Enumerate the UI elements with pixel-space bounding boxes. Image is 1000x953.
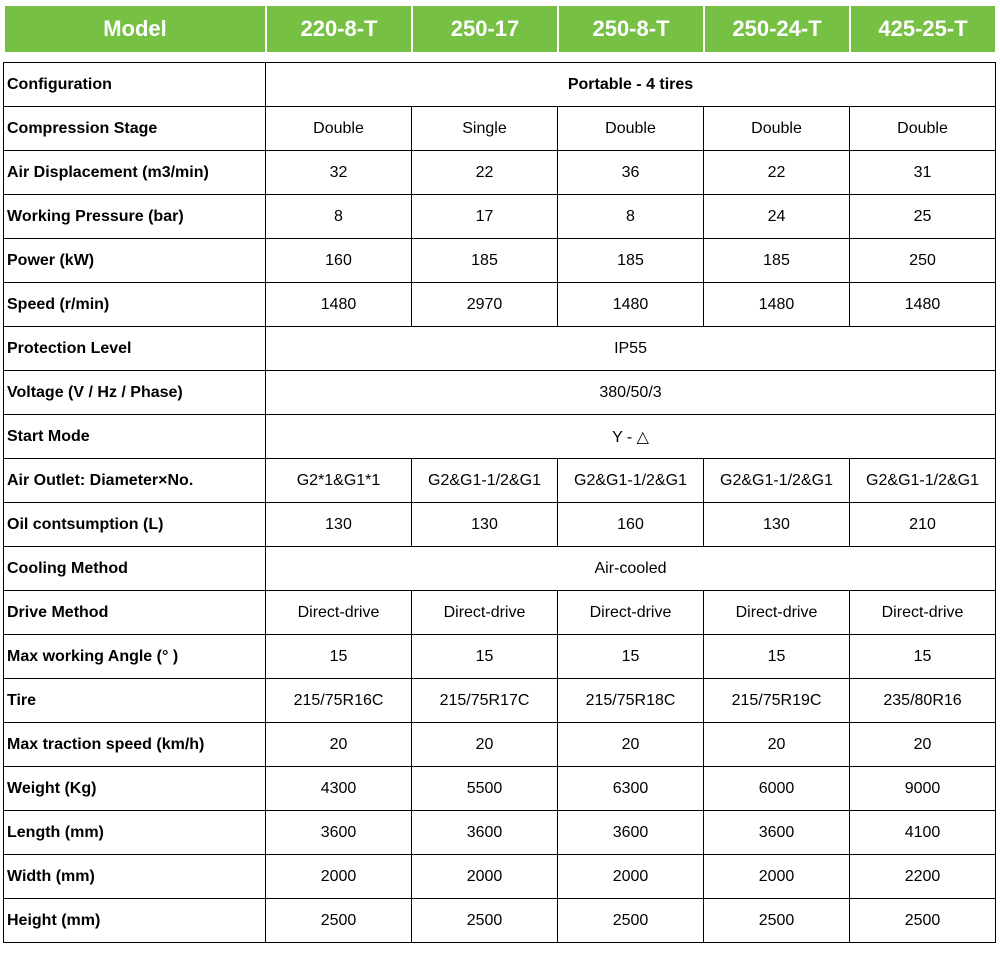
table-row bbox=[4, 679, 996, 723]
spec-value: 15 bbox=[412, 635, 558, 679]
spec-value: 15 bbox=[850, 635, 996, 679]
table-row bbox=[4, 371, 996, 415]
table-row bbox=[4, 151, 996, 195]
model-name: 250-8-T bbox=[558, 5, 704, 53]
spec-value: 130 bbox=[412, 503, 558, 547]
spec-value: G2&G1-1/2&G1 bbox=[704, 459, 850, 503]
spec-value: 1480 bbox=[266, 283, 412, 327]
spec-value: 6000 bbox=[704, 767, 850, 811]
spec-value: 210 bbox=[850, 503, 996, 547]
spec-value: G2&G1-1/2&G1 bbox=[850, 459, 996, 503]
spec-value: Double bbox=[704, 107, 850, 151]
spec-value: 1480 bbox=[704, 283, 850, 327]
spec-value: 8 bbox=[558, 195, 704, 239]
spec-value-all-models: IP55 bbox=[266, 327, 996, 371]
spec-label: Weight (Kg) bbox=[4, 767, 266, 811]
table-row bbox=[4, 239, 996, 283]
spec-label: Cooling Method bbox=[4, 547, 266, 591]
table-row bbox=[4, 723, 996, 767]
spec-value: Direct-drive bbox=[850, 591, 996, 635]
spec-value: 185 bbox=[558, 239, 704, 283]
spec-value: 32 bbox=[266, 151, 412, 195]
spec-value: 15 bbox=[558, 635, 704, 679]
spec-value: 215/75R19C bbox=[704, 679, 850, 723]
spec-label: Tire bbox=[4, 679, 266, 723]
spec-value-all-models: Air-cooled bbox=[266, 547, 996, 591]
spec-label: Compression Stage bbox=[4, 107, 266, 151]
spec-label: Oil contsumption (L) bbox=[4, 503, 266, 547]
spec-value: 3600 bbox=[412, 811, 558, 855]
spec-label: Drive Method bbox=[4, 591, 266, 635]
model-header-table bbox=[3, 4, 997, 54]
spec-value: Direct-drive bbox=[704, 591, 850, 635]
spec-value: Single bbox=[412, 107, 558, 151]
spec-label: Start Mode bbox=[4, 415, 266, 459]
spec-value: 130 bbox=[704, 503, 850, 547]
spec-value: 22 bbox=[412, 151, 558, 195]
spec-value: 215/75R17C bbox=[412, 679, 558, 723]
spec-value: 2500 bbox=[412, 899, 558, 943]
spec-value: 1480 bbox=[558, 283, 704, 327]
spec-value-all-models: 380/50/3 bbox=[266, 371, 996, 415]
spec-value: 2000 bbox=[266, 855, 412, 899]
spec-label: Max traction speed (km/h) bbox=[4, 723, 266, 767]
spec-value: 22 bbox=[704, 151, 850, 195]
spec-value: Double bbox=[266, 107, 412, 151]
spec-value: 2500 bbox=[704, 899, 850, 943]
model-name: 250-24-T bbox=[704, 5, 850, 53]
spec-label: Working Pressure (bar) bbox=[4, 195, 266, 239]
spec-value: 15 bbox=[266, 635, 412, 679]
table-row bbox=[4, 547, 996, 591]
table-row bbox=[4, 63, 996, 107]
spec-value: 4300 bbox=[266, 767, 412, 811]
table-row bbox=[4, 811, 996, 855]
spec-value: 36 bbox=[558, 151, 704, 195]
spec-value: 2500 bbox=[850, 899, 996, 943]
spec-value: 25 bbox=[850, 195, 996, 239]
spec-value: 6300 bbox=[558, 767, 704, 811]
spec-value-all-models: Portable - 4 tires bbox=[266, 63, 996, 107]
spec-value: 20 bbox=[558, 723, 704, 767]
table-row bbox=[4, 899, 996, 943]
spec-value: 31 bbox=[850, 151, 996, 195]
spec-value: 185 bbox=[412, 239, 558, 283]
table-row bbox=[4, 855, 996, 899]
specification-table bbox=[3, 62, 996, 943]
model-column-header: Model bbox=[4, 5, 266, 53]
table-row bbox=[4, 767, 996, 811]
table-row bbox=[4, 283, 996, 327]
spec-value: 9000 bbox=[850, 767, 996, 811]
spec-label: Protection Level bbox=[4, 327, 266, 371]
spec-value: G2&G1-1/2&G1 bbox=[412, 459, 558, 503]
spec-value: 160 bbox=[558, 503, 704, 547]
spec-value: 215/75R18C bbox=[558, 679, 704, 723]
spec-value: 185 bbox=[704, 239, 850, 283]
spec-label: Air Displacement (m3/min) bbox=[4, 151, 266, 195]
spec-value: 160 bbox=[266, 239, 412, 283]
spec-value: G2&G1-1/2&G1 bbox=[558, 459, 704, 503]
table-row bbox=[4, 107, 996, 151]
spec-label: Air Outlet: Diameter×No. bbox=[4, 459, 266, 503]
spec-value: Double bbox=[850, 107, 996, 151]
spec-label: Length (mm) bbox=[4, 811, 266, 855]
spec-value: Direct-drive bbox=[412, 591, 558, 635]
spec-value: Double bbox=[558, 107, 704, 151]
spec-value: 3600 bbox=[266, 811, 412, 855]
model-header-row bbox=[4, 5, 996, 53]
spec-value: 3600 bbox=[558, 811, 704, 855]
spec-value: 4100 bbox=[850, 811, 996, 855]
spec-value: 250 bbox=[850, 239, 996, 283]
model-name: 220-8-T bbox=[266, 5, 412, 53]
spec-value: 20 bbox=[704, 723, 850, 767]
spec-value: 2200 bbox=[850, 855, 996, 899]
table-row bbox=[4, 591, 996, 635]
model-name: 250-17 bbox=[412, 5, 558, 53]
spec-value: 5500 bbox=[412, 767, 558, 811]
spec-value: 1480 bbox=[850, 283, 996, 327]
table-row bbox=[4, 459, 996, 503]
spec-value: Direct-drive bbox=[266, 591, 412, 635]
spec-value: 2500 bbox=[558, 899, 704, 943]
spec-value: 20 bbox=[850, 723, 996, 767]
spec-value: 2970 bbox=[412, 283, 558, 327]
table-row bbox=[4, 503, 996, 547]
spec-value: 8 bbox=[266, 195, 412, 239]
spec-value: 130 bbox=[266, 503, 412, 547]
spec-value: 2500 bbox=[266, 899, 412, 943]
spec-label: Speed (r/min) bbox=[4, 283, 266, 327]
spec-value: 235/80R16 bbox=[850, 679, 996, 723]
table-row bbox=[4, 195, 996, 239]
spec-value: Direct-drive bbox=[558, 591, 704, 635]
model-name: 425-25-T bbox=[850, 5, 996, 53]
spec-value: 215/75R16C bbox=[266, 679, 412, 723]
spec-label: Voltage (V / Hz / Phase) bbox=[4, 371, 266, 415]
specification-body bbox=[4, 63, 996, 943]
spec-value: 15 bbox=[704, 635, 850, 679]
spec-label: Power (kW) bbox=[4, 239, 266, 283]
spec-label: Height (mm) bbox=[4, 899, 266, 943]
spec-value: 3600 bbox=[704, 811, 850, 855]
spec-value: 17 bbox=[412, 195, 558, 239]
spec-value: 24 bbox=[704, 195, 850, 239]
spec-value-all-models: Y - △ bbox=[266, 415, 996, 459]
spec-value: 2000 bbox=[558, 855, 704, 899]
spec-value: 20 bbox=[266, 723, 412, 767]
spec-value: 20 bbox=[412, 723, 558, 767]
spec-value: G2*1&G1*1 bbox=[266, 459, 412, 503]
table-row bbox=[4, 415, 996, 459]
spec-label: Width (mm) bbox=[4, 855, 266, 899]
spec-label: Configuration bbox=[4, 63, 266, 107]
spec-value: 2000 bbox=[704, 855, 850, 899]
spec-value: 2000 bbox=[412, 855, 558, 899]
table-row bbox=[4, 327, 996, 371]
table-row bbox=[4, 635, 996, 679]
spec-label: Max working Angle (° ) bbox=[4, 635, 266, 679]
